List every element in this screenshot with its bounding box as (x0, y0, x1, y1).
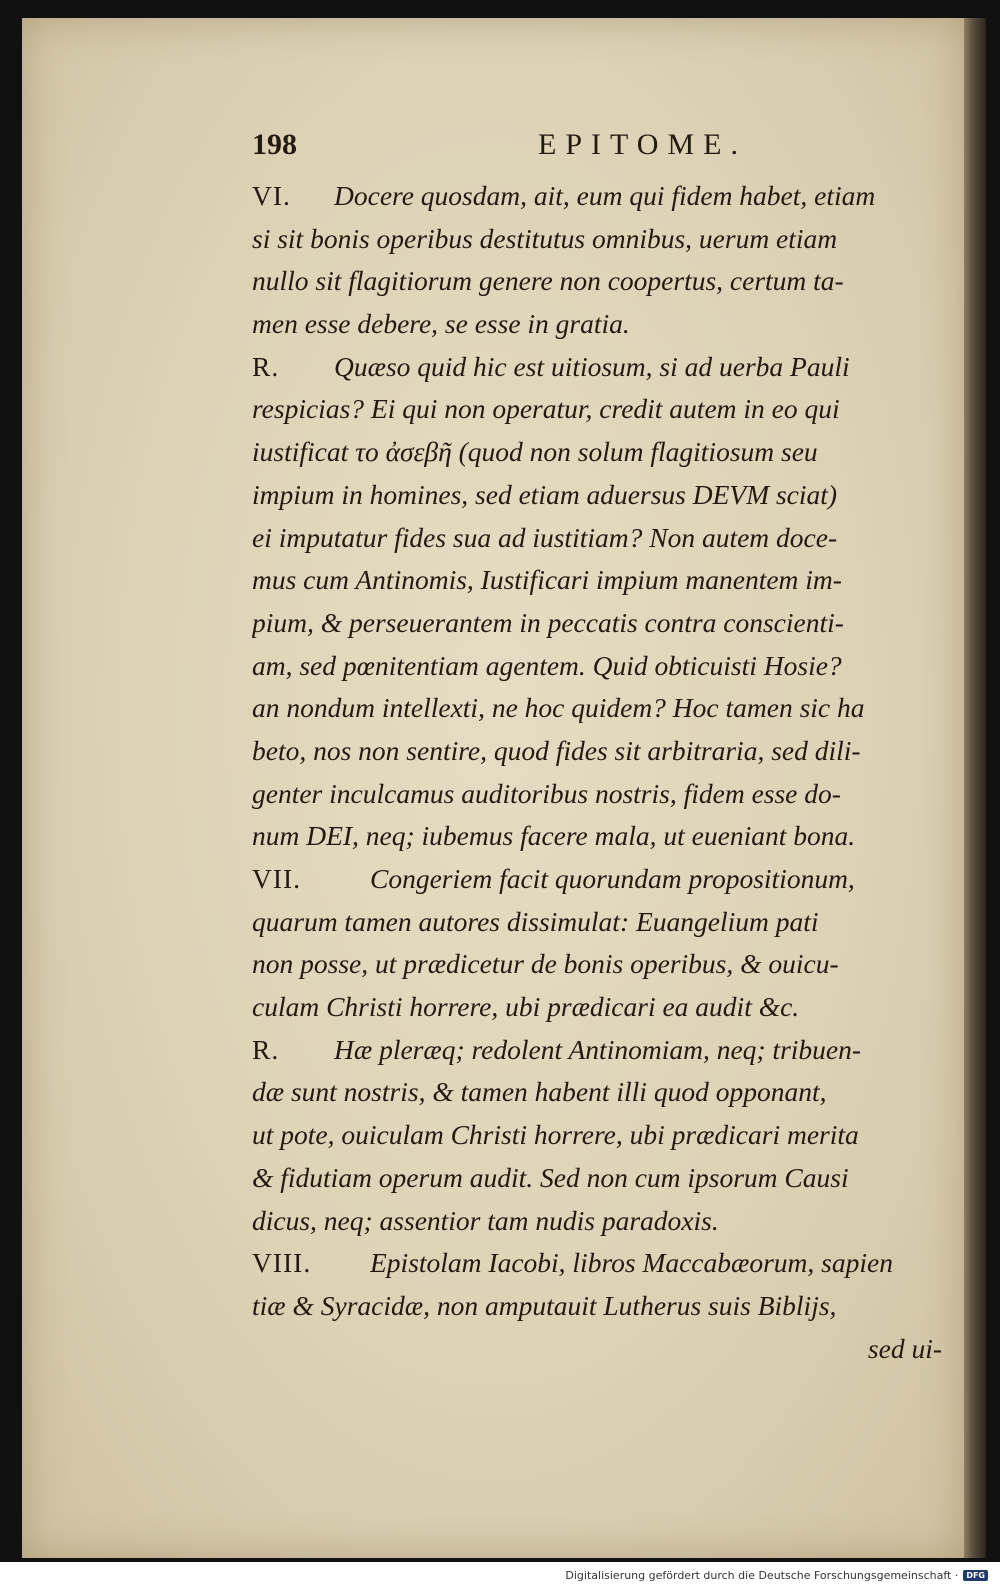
text-line (252, 948, 942, 991)
line-text: Hæ pleræq; redolent Antinomiam, neq; tribuen- (334, 1033, 862, 1065)
footer-bar (0, 1562, 1000, 1591)
line-text: non posse, ut prædicetur de bonis operibus, & ouicu- (252, 948, 839, 980)
section-marker: R. (252, 350, 280, 382)
line-text: ut pote, ouiculam Christi horrere, ubi prædicari merita (252, 1119, 859, 1151)
catchword (252, 1333, 942, 1376)
dfg-logo-icon: DFG (963, 1570, 988, 1581)
text-line (252, 393, 942, 436)
line-text: dicus, neq; assentior tam nudis paradoxis. (252, 1204, 719, 1236)
text-line (252, 735, 942, 778)
line-text: dæ sunt nostris, & tamen habent illi quod opponant, (252, 1076, 827, 1108)
line-text: an nondum intellexti, ne hoc quidem? Hoc tamen sic ha (252, 692, 865, 724)
section-marker: VII. (252, 863, 302, 894)
line-text: Docere quosdam, ait, eum qui fidem habet, etiam (334, 180, 876, 211)
section-marker: R. (252, 1033, 280, 1065)
line-text: Congeriem facit quorundam propositionum, (370, 863, 855, 894)
text-line (252, 906, 942, 949)
line-text: respicias? Ei qui non operatur, credit autem in eo qui (252, 393, 840, 425)
running-title: EPITOME. (538, 128, 747, 161)
line-text: tiæ & Syracidæ, non amputauit Lutherus suis Biblijs, (252, 1289, 837, 1321)
line-text: ei imputatur fides sua ad iustitiam? Non autem doce- (252, 521, 838, 553)
text-line (252, 778, 942, 821)
text-line (252, 522, 942, 565)
text-line (252, 607, 942, 650)
line-text: si sit bonis operibus destitutus omnibus, uerum etiam (252, 222, 838, 254)
line-text: iustificat το ἀσεβῆ (quod non solum flagitiosum seu (252, 436, 818, 468)
text-line (252, 650, 942, 693)
page-edge (964, 18, 986, 1558)
line-text: impium in homines, sed etiam aduersus DEVM sciat) (252, 478, 838, 510)
text-line (252, 820, 942, 863)
catchword-text: sed ui- (867, 1332, 942, 1364)
text-line (252, 1119, 942, 1162)
page-number: 198 (252, 128, 297, 161)
text-line (252, 265, 942, 308)
line-text: quarum tamen autores dissimulat: Euangelium pati (252, 905, 819, 937)
line-text: mus cum Antinomis, Iustificari impium manentem im- (252, 564, 842, 596)
line-text: Epistolam Iacobi, libros Maccabæorum, sapien (370, 1247, 893, 1279)
text-line (252, 1162, 942, 1205)
text-block (252, 180, 942, 1375)
line-text: Quæso quid hic est uitiosum, si ad uerba Pauli (334, 350, 850, 382)
text-line (252, 351, 942, 394)
text-line (252, 564, 942, 607)
text-line (252, 863, 942, 906)
running-head (252, 128, 772, 162)
line-text: genter inculcamus auditoribus nostris, fidem esse do- (252, 777, 841, 809)
line-text: & fidutiam operum audit. Sed non cum ipsorum Causi (252, 1161, 849, 1193)
funding-credit (565, 1569, 988, 1582)
line-text: nullo sit flagitiorum genere non coopertus, certum ta- (252, 265, 844, 297)
text-line (252, 436, 942, 479)
text-line (252, 1290, 942, 1333)
text-line (252, 1076, 942, 1119)
line-text: pium, & perseuerantem in peccatis contra conscienti- (252, 606, 844, 638)
text-line (252, 479, 942, 522)
text-line (252, 1205, 942, 1248)
text-line (252, 308, 942, 351)
text-line (252, 180, 942, 223)
line-text: beto, nos non sentire, quod fides sit arbitraria, sed dili- (252, 734, 861, 766)
line-text: men esse debere, se esse in gratia. (252, 308, 630, 340)
text-line (252, 1034, 942, 1077)
section-marker: VIII. (252, 1247, 312, 1279)
section-marker: VI. (252, 180, 291, 211)
line-text: num DEI, neq; iubemus facere mala, ut eueniant bona. (252, 820, 856, 852)
text-line (252, 991, 942, 1034)
text-line (252, 1247, 942, 1290)
funding-credit-text: Digitalisierung gefördert durch die Deutsche Forschungsgemeinschaft · (565, 1569, 959, 1582)
line-text: culam Christi horrere, ubi prædicari ea audit &c. (252, 991, 800, 1023)
text-line (252, 692, 942, 735)
line-text: am, sed pœnitentiam agentem. Quid obticuisti Hosie? (252, 649, 842, 681)
text-line (252, 223, 942, 266)
